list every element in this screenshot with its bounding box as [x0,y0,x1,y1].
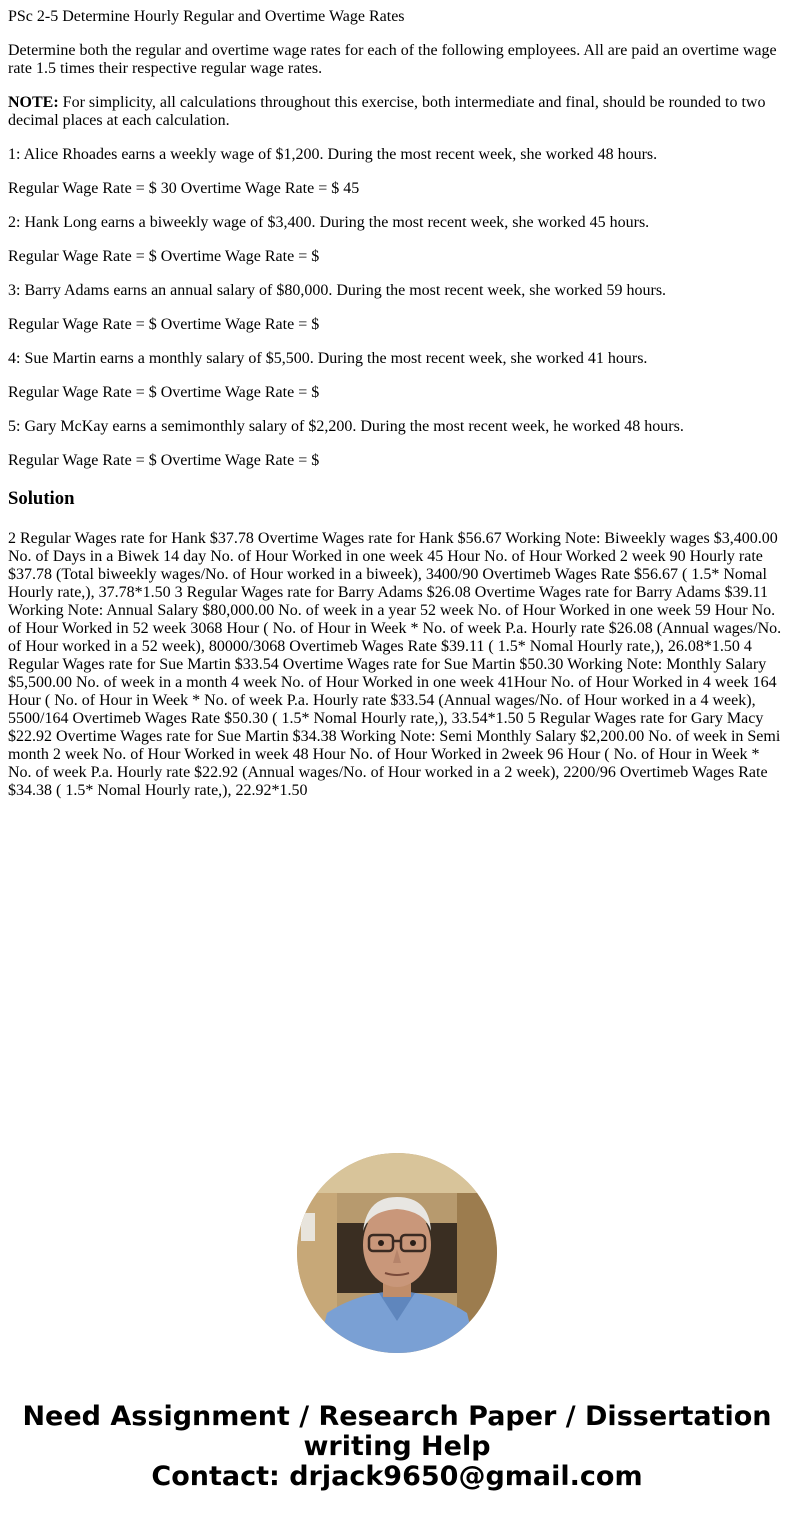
promo-line-1: Need Assignment / Research Paper / Dissertation [22,1401,772,1432]
note-paragraph [8,94,786,130]
page-title: PSc 2-5 Determine Hourly Regular and Overtime Wage Rates [8,8,405,25]
answer-4: Regular Wage Rate = $ Overtime Wage Rate = $ [8,384,320,401]
question-4: 4: Sue Martin earns a monthly salary of $5,500. During the most recent week, she worked 41 hours. [8,350,648,367]
question-2: 2: Hank Long earns a biweekly wage of $3,400. During the most recent week, she worked 45 hours. [8,214,650,231]
question-1: 1: Alice Rhoades earns a weekly wage of $1,200. During the most recent week, she worked 48 hours. [8,146,658,163]
answer-5: Regular Wage Rate = $ Overtime Wage Rate = $ [8,452,320,469]
promo-line-2: writing Help [303,1431,491,1462]
answer-3: Regular Wage Rate = $ Overtime Wage Rate = $ [8,316,320,333]
document-content [8,8,786,800]
answer-1: Regular Wage Rate = $ 30 Overtime Wage Rate = $ 45 [8,180,360,197]
question-3: 3: Barry Adams earns an annual salary of $80,000. During the most recent week, she worked 59 hours. [8,282,667,299]
question-5: 5: Gary McKay earns a semimonthly salary of $2,200. During the most recent week, he worked 48 hours. [8,418,684,435]
promo-contact: Contact: drjack9650@gmail.com [151,1461,643,1492]
note-label: NOTE: [8,94,59,111]
solution-heading: Solution [8,488,75,509]
promo-banner [0,1402,794,1492]
author-avatar [297,1153,497,1353]
answer-2: Regular Wage Rate = $ Overtime Wage Rate = $ [8,248,320,265]
note-text: For simplicity, all calculations throughout this exercise, both intermediate and final, should be rounded to two decimal places at each calculation. [8,94,766,129]
intro-paragraph: Determine both the regular and overtime wage rates for each of the following employees. All are paid an overtime wage rate 1.5 times their respective regular wage rates. [8,42,777,77]
author-portrait-icon [297,1153,497,1353]
solution-body: 2 Regular Wages rate for Hank $37.78 Overtime Wages rate for Hank $56.67 Working Note: Biweekly wages $3,400.00 No. of Days in a Biwek 14 day No. of Hour Worked in one week 45 Hour No. of Hour Worked 2 week 90 Hourly rate $37.78 (Total biweekly wages/No. of Hour worked in a biweek), 3400/90 Overtimeb Wages Rate $56.67 ( 1.5* Nomal Hourly rate,), 37.78*1.50 3 Regular Wages rate for Barry Adams $26.08 Overtime Wages rate for Barry Adams $39.11 Working Note: Annual Salary $80,000.00 No. of week in a year 52 week No. of Hour Worked in one week 59 Hour No. of Hour Worked in 52 week 3068 Hour ( No. of Hour in Week * No. of week P.a. Hourly rate $26.08 (Annual wages/No. of Hour worked in a 52 week), 80000/3068 Overtimeb Wages Rate $39.11 ( 1.5* Nomal Hourly rate,), 26.08*1.50 4 Regular Wages rate for Sue Martin $33.54 Overtime Wages rate for Sue Martin $50.30 Working Note: Monthly Salary $5,500.00 No. of week in a month 4 week No. of Hour Worked in one week 41Hour No. of Hour Worked in 4 week 164 Hour ( No. of Hour in Week * No. of week P.a. Hourly rate $33.54 (Annual wages/No. of Hour worked in a 4 week), 5500/164 Overtimeb Wages Rate $50.30 ( 1.5* Nomal Hourly rate,), 33.54*1.50 5 Regular Wages rate for Gary Macy $22.92 Overtime Wages rate for Sue Martin $34.38 Working Note: Semi Monthly Salary $2,200.00 No. of week in Semi month 2 week No. of Hour Worked in week 48 Hour No. of Hour Worked in 2week 96 Hour ( No. of Hour in Week * No. of week P.a. Hourly rate $22.92 (Annual wages/No. of Hour worked in a 2 week), 2200/96 Overtimeb Wages Rate $34.38 ( 1.5* Nomal Hourly rate,), 22.92*1.50 [8,530,782,799]
